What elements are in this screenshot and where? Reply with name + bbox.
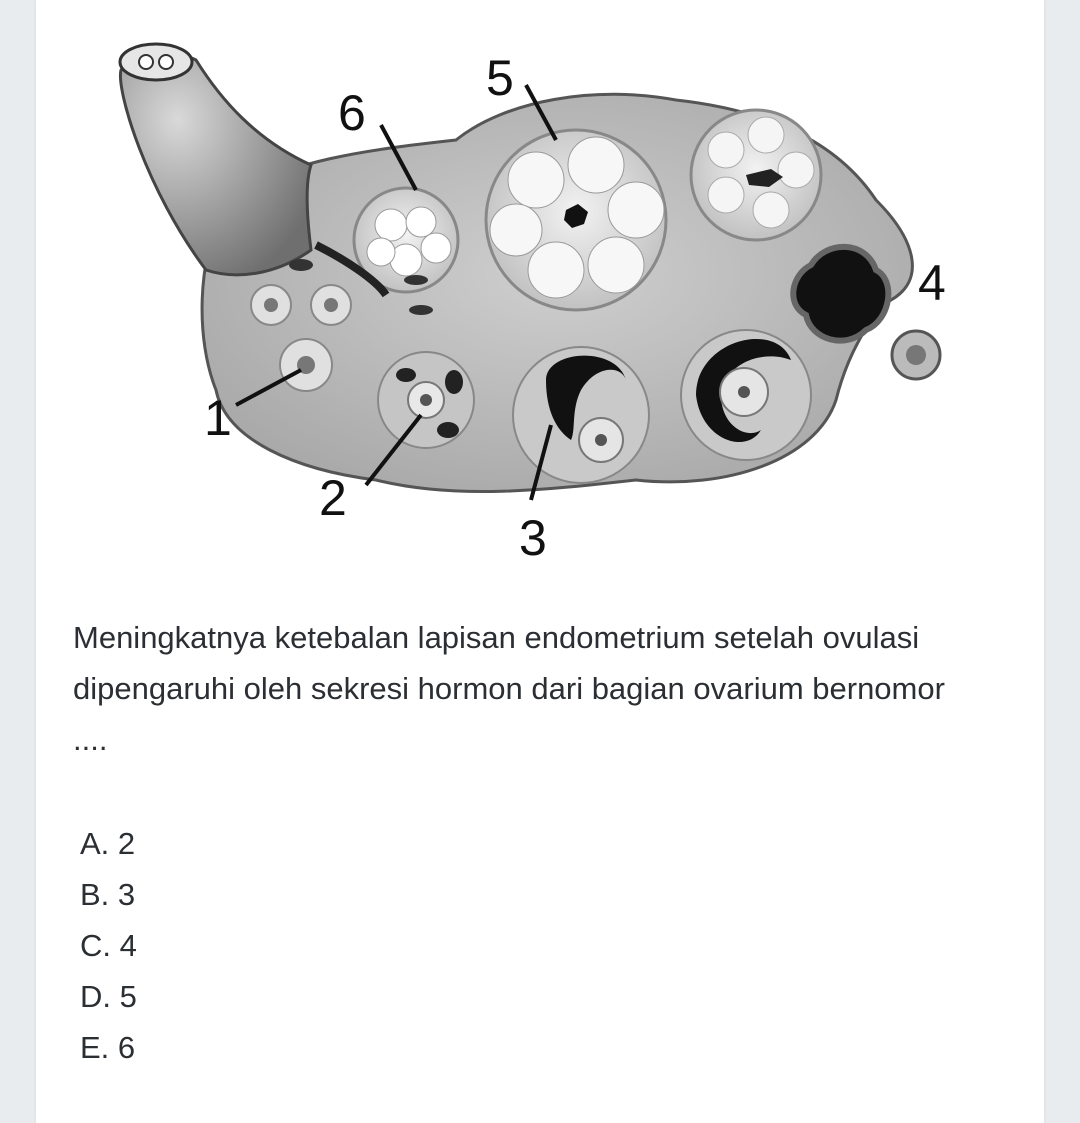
ovary-diagram	[76, 30, 976, 570]
option-d[interactable]	[80, 971, 137, 1022]
label-6: 6	[338, 85, 366, 141]
option-e[interactable]	[80, 1022, 137, 1073]
option-b[interactable]	[80, 869, 137, 920]
option-letter: A.	[80, 826, 110, 861]
option-letter: B.	[80, 877, 110, 912]
option-c[interactable]	[80, 920, 137, 971]
structure-2	[378, 352, 474, 448]
structure-3	[513, 347, 649, 483]
oviduct	[120, 53, 311, 274]
label-2: 2	[319, 470, 347, 526]
structure-5	[486, 130, 666, 310]
quiz-card	[36, 0, 1044, 1123]
label-4: 4	[918, 255, 946, 311]
option-a[interactable]	[80, 818, 137, 869]
option-letter: D.	[80, 979, 111, 1014]
option-value: 6	[117, 1030, 136, 1065]
label-1: 1	[204, 390, 232, 446]
option-value: 2	[117, 826, 136, 861]
option-letter: E.	[80, 1030, 110, 1065]
label-5: 5	[486, 50, 514, 106]
option-letter: C.	[80, 928, 111, 963]
option-value: 5	[119, 979, 137, 1014]
option-value: 3	[117, 877, 136, 912]
mature-follicle	[681, 330, 811, 460]
corpus-albicans	[691, 110, 821, 240]
question-text: Meningkatnya ketebalan lapisan endometrium setelah ovulasi dipengaruhi oleh sekresi hormon dari bagian ovarium bernomor ....	[73, 620, 945, 757]
label-3: 3	[519, 510, 547, 566]
answer-options	[80, 818, 137, 1073]
option-value: 4	[119, 928, 137, 963]
